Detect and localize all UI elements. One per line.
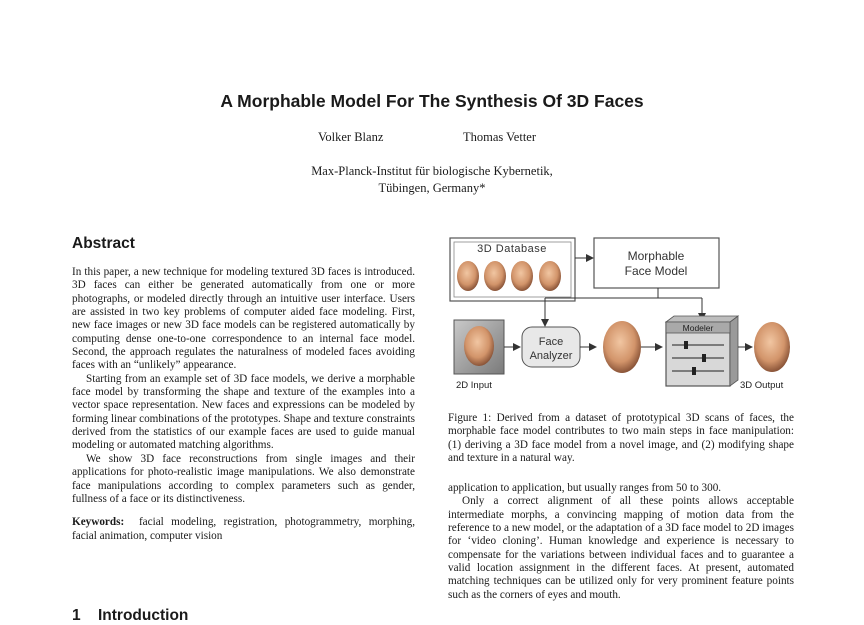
section-heading [72,607,188,625]
modeler-label: Modeler [682,323,714,333]
affiliation-line: Tübingen, Germany* [378,181,486,195]
figure-caption: Figure 1: Derived from a dataset of prototypical 3D scans of faces, the morphable face model contributes to two main steps in face manipulation: (1) deriving a 3D face model from a novel image, and (2) modifying shape and texture in a natural way. [448,412,794,465]
figure-diagram [440,230,800,402]
morphable-label: Face Model [624,264,688,278]
output-face [754,322,790,372]
section-title: Introduction [98,607,189,624]
analyzer-label: Face [538,336,564,348]
database-label: 3D Database [477,243,547,255]
abstract-heading: Abstract [72,235,135,252]
affiliation-line: Max-Planck-Institut für biologische Kybernetik, [311,164,553,178]
analyzer-label: Analyzer [529,350,573,362]
input-label: 2D Input [456,380,492,391]
morphable-model-box [594,238,719,288]
author-name: Volker Blanz [318,130,384,144]
face-icon [484,261,506,291]
morphable-label: Morphable [627,249,685,263]
keywords [72,516,415,543]
face-icon [457,261,479,291]
right-column-body [448,482,794,602]
body-paragraph: Only a correct alignment of all these points allows acceptable intermediate morphs, a convincing mapping of motion data from the reference to a new model, or the adaptation of a 3D face model to 2D images for ‘video cloning’. Human knowledge and experience is necessary to compensate for the variations between individual faces and to guarantee a valid location assignment in the different faces. At present, automated matching techniques can be utilized only for very prominent feature points such as the corners of eyes and mouth. [448,495,794,601]
keywords-text: facial modeling, registration, photogrammetry, morphing, facial animation, computer vision [72,516,416,542]
abstract-body [72,266,415,543]
body-paragraph: application to application, but usually ranges from 50 to 300. [448,482,722,494]
abstract-paragraph: In this paper, a new technique for modeling textured 3D faces is introduced. 3D faces can either be generated automatically from one or more photographs, or modeled directly through an intuitive user interface. Users are assisted in two key problems of computer aided face modeling. First, new face images or new 3D face models can be registered automatically by computing dense one-to-one correspondence to an internal face model. Second, the approach regulates the naturalness of modeled faces avoiding faces with an “unlikely” appearance. [72,266,415,372]
output-label: 3D Output [740,380,784,391]
face-icon [539,261,561,291]
abstract-paragraph: Starting from an example set of 3D face models, we derive a morphable face model by transforming the shape and texture of the examples into a vector space representation. New faces and expressions can be modeled by forming linear combinations of the prototypes. Shape and texture constraints derived from the statistics of our example faces are used to guide manual modeling or automated matching algorithms. [72,372,415,452]
face-icon [511,261,533,291]
author-name: Thomas Vetter [463,130,537,144]
paper-title: A Morphable Model For The Synthesis Of 3D Faces [220,91,644,111]
section-number: 1 [72,607,81,624]
abstract-paragraph: We show 3D face reconstructions from single images and their applications for photo-realistic image manipulations. We also demonstrate face manipulations according to complex parameters such as gender, fullness of a face or its distinctiveness. [72,452,415,505]
face-icon [464,326,494,366]
keywords-label: Keywords: [72,516,125,529]
reconstructed-face [603,321,641,373]
